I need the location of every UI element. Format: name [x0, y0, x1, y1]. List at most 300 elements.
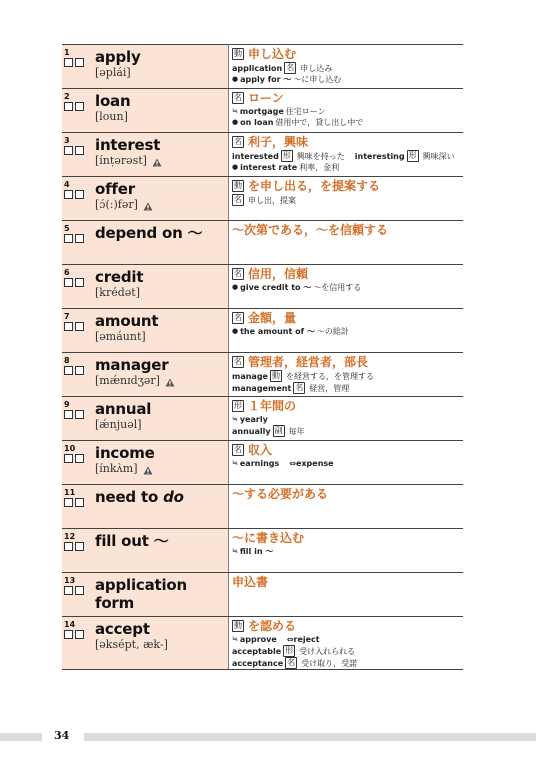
vocab-row	[62, 89, 463, 133]
entry-word-cell	[62, 177, 229, 221]
page-number: 34	[54, 729, 70, 742]
entry-meaning-cell	[229, 353, 464, 397]
headword	[95, 180, 228, 198]
check-box[interactable]	[64, 146, 73, 155]
part-of-speech-badge: 名	[234, 445, 242, 454]
headword-italic: do	[163, 488, 184, 506]
entry-word-cell	[62, 133, 229, 177]
pronunciation-text: [krédət]	[95, 286, 140, 299]
entry-word-column	[95, 224, 228, 243]
meaning-text: 利子，興味	[248, 135, 309, 149]
headword	[95, 356, 228, 374]
related-line	[232, 645, 463, 657]
entry-number: 3	[64, 136, 70, 145]
line-marker: ●	[232, 118, 239, 126]
check-box[interactable]	[64, 58, 73, 67]
related-english: give credit to ～	[240, 283, 312, 292]
pronunciation	[95, 374, 228, 388]
vocab-body	[62, 45, 463, 670]
related-line	[232, 634, 463, 645]
check-box[interactable]	[64, 586, 73, 595]
entry-head	[62, 45, 228, 80]
entry-head	[62, 397, 228, 432]
entry-number: 7	[64, 312, 70, 321]
entry-number: 11	[64, 488, 76, 497]
check-box[interactable]	[64, 498, 73, 507]
part-of-speech-badge: 動	[234, 49, 242, 58]
entry-word-cell	[62, 89, 229, 133]
vocab-row	[62, 177, 463, 221]
meaning-text: 金額，量	[248, 311, 297, 325]
pronunciation	[95, 286, 228, 300]
check-box[interactable]	[64, 322, 73, 331]
related-japanese: 借用中で，貸し出し中で	[275, 118, 364, 127]
entry-number-column	[64, 576, 95, 612]
entry-number-column	[64, 400, 95, 432]
checkbox-group	[64, 278, 95, 287]
entry-number: 5	[64, 224, 70, 233]
entry-word-cell	[62, 441, 229, 485]
meaning-text: 管理者，経営者，部長	[248, 355, 369, 369]
checkbox-group	[64, 586, 95, 595]
footer-right-bar	[84, 733, 536, 741]
entry-word-cell	[62, 397, 229, 441]
entry-meaning-cell	[229, 45, 464, 89]
related-japanese: ～を信用する	[313, 283, 362, 292]
checkbox-group	[64, 630, 95, 639]
headword	[95, 312, 228, 330]
related-line	[232, 106, 463, 117]
headword-text: interest	[95, 136, 161, 154]
entry-number-column	[64, 488, 95, 507]
related-english: acceptable	[232, 646, 282, 656]
check-box[interactable]	[75, 278, 84, 287]
headword	[95, 48, 228, 66]
check-box[interactable]	[64, 454, 73, 463]
pronunciation-text: [əplái]	[95, 66, 131, 79]
entry-meaning-cell	[229, 617, 464, 670]
entry-meaning-cell	[229, 485, 464, 529]
headword-text: amount	[95, 312, 159, 330]
entry-number-column	[64, 136, 95, 168]
related-line	[232, 162, 463, 173]
primary-meaning	[232, 530, 463, 546]
related-line	[232, 370, 463, 382]
related-japanese: を経営する，を管理する	[285, 371, 374, 381]
line-marker: ≒	[232, 415, 238, 423]
line-marker: ●	[232, 163, 239, 171]
pronunciation-text: [ǽnjuəl]	[95, 418, 142, 431]
meaning-text: 収入	[248, 443, 273, 457]
pronunciation-text: [loun]	[95, 110, 128, 123]
entry-number: 13	[64, 576, 76, 585]
related-english: interested	[232, 151, 279, 161]
pronunciation-text: [ɔ́(:)fər]	[95, 198, 138, 211]
entry-head	[62, 441, 228, 476]
part-of-speech-badge: 名	[234, 313, 242, 322]
related-line	[232, 657, 463, 669]
checkbox-group	[64, 146, 95, 155]
entry-meaning-cell	[229, 221, 464, 265]
entry-number-column	[64, 444, 95, 476]
headword	[95, 444, 228, 462]
entry-number-column	[64, 620, 95, 652]
related-line	[232, 194, 463, 206]
related-line	[232, 150, 463, 162]
entry-word-column	[95, 136, 228, 168]
headword-text: manager	[95, 356, 169, 374]
vocab-row	[62, 485, 463, 529]
related-japanese: 申し出，提案	[248, 195, 296, 205]
checkbox-group	[64, 542, 95, 551]
primary-meaning	[232, 398, 463, 414]
related-japanese: 興味深い	[422, 151, 455, 161]
entry-word-column	[95, 356, 228, 388]
related-line	[232, 62, 463, 74]
related-japanese: 毎年	[288, 426, 305, 436]
vocab-row	[62, 221, 463, 265]
primary-meaning	[232, 90, 463, 106]
related-line	[232, 117, 463, 128]
related-english: apply for ～	[240, 75, 292, 84]
line-marker: ●	[232, 75, 239, 83]
part-of-speech-badge: 動	[234, 181, 242, 190]
vocab-row	[62, 397, 463, 441]
footer-left-bar	[0, 733, 42, 741]
line-marker: ≒	[232, 459, 238, 467]
primary-meaning	[232, 310, 463, 326]
related-japanese: 受け取り，受諾	[301, 658, 358, 668]
part-of-speech-badge: 名	[287, 658, 296, 667]
entry-word-cell	[62, 353, 229, 397]
check-box[interactable]	[64, 278, 73, 287]
headword	[95, 532, 228, 550]
check-box[interactable]	[75, 190, 84, 199]
entry-meaning-cell	[229, 573, 464, 617]
check-box[interactable]	[64, 410, 73, 419]
entry-number: 12	[64, 532, 76, 541]
checkbox-group	[64, 190, 95, 199]
related-line	[232, 282, 463, 293]
check-box[interactable]	[75, 366, 84, 375]
headword-text: need to	[95, 488, 164, 506]
entry-head	[62, 617, 228, 652]
headword-text: credit	[95, 268, 144, 286]
vocab-row	[62, 529, 463, 573]
checkbox-group	[64, 234, 95, 243]
part-of-speech-badge: 名	[286, 63, 295, 72]
line-marker: ≒	[232, 547, 238, 555]
entry-number: 4	[64, 180, 70, 189]
entry-number: 9	[64, 400, 70, 409]
related-english: interest rate	[240, 163, 298, 172]
headword-text: accept	[95, 620, 150, 638]
related-english: yearly	[239, 415, 268, 424]
related-english: acceptance	[232, 658, 284, 668]
headword	[95, 400, 228, 418]
headword	[95, 576, 228, 612]
warning-icon	[165, 377, 175, 386]
related-english: on loan	[240, 118, 274, 127]
entry-head	[62, 573, 228, 612]
checkbox-group	[64, 498, 95, 507]
check-box[interactable]	[75, 498, 84, 507]
related-english: mortgage	[239, 107, 284, 116]
entry-number-column	[64, 48, 95, 80]
headword	[95, 92, 228, 110]
vocab-row	[62, 45, 463, 89]
entry-word-column	[95, 444, 228, 476]
primary-meaning	[232, 486, 463, 502]
entry-word-cell	[62, 45, 229, 89]
related-english: approve	[239, 635, 277, 644]
warning-icon	[152, 157, 162, 166]
entry-word-column	[95, 48, 228, 80]
part-of-speech-badge: 名	[234, 137, 242, 146]
entry-meaning-cell	[229, 133, 464, 177]
pronunciation	[95, 462, 228, 476]
entry-meaning-cell	[229, 397, 464, 441]
line-marker: ≒	[232, 107, 238, 115]
entry-number: 1	[64, 48, 70, 57]
related-english: earnings	[239, 459, 280, 468]
meaning-text: 申込書	[232, 575, 269, 589]
primary-meaning	[232, 46, 463, 62]
check-box[interactable]	[64, 234, 73, 243]
check-box[interactable]	[64, 542, 73, 551]
pronunciation	[95, 66, 228, 80]
part-of-speech-badge: 形	[285, 646, 294, 655]
checkbox-group	[64, 58, 95, 67]
meaning-text: ローン	[248, 91, 284, 105]
line-marker: ≒	[232, 635, 238, 643]
vocab-row	[62, 441, 463, 485]
entry-word-column	[95, 620, 228, 652]
check-box[interactable]	[64, 366, 73, 375]
headword	[95, 136, 228, 154]
pronunciation	[95, 110, 228, 124]
meaning-text: ～する必要がある	[232, 487, 329, 501]
primary-meaning	[232, 574, 463, 590]
entry-number: 14	[64, 620, 76, 629]
related-line	[232, 326, 463, 337]
check-box[interactable]	[64, 190, 73, 199]
primary-meaning	[232, 266, 463, 282]
vocab-row	[62, 309, 463, 353]
related-english: fill in ～	[239, 547, 274, 556]
related-line	[232, 458, 463, 469]
primary-meaning	[232, 134, 463, 150]
entry-word-cell	[62, 485, 229, 529]
part-of-speech-badge: 名	[234, 269, 242, 278]
pronunciation	[95, 418, 228, 432]
entry-head	[62, 177, 228, 212]
meaning-text: 申し込む	[248, 47, 297, 61]
headword-text: loan	[95, 92, 131, 110]
pronunciation	[95, 330, 228, 344]
entry-word-column	[95, 92, 228, 124]
warning-icon	[143, 465, 153, 474]
headword-text: annual	[95, 400, 152, 418]
entry-number: 6	[64, 268, 70, 277]
pronunciation-text: [ínṭərəst]	[95, 154, 147, 167]
pronunciation-text: [mǽnɪdʒər]	[95, 374, 160, 387]
pronunciation-text: [əksépt, æk-]	[95, 638, 168, 651]
entry-word-cell	[62, 529, 229, 573]
entry-meaning-cell	[229, 529, 464, 573]
meaning-text: １年間の	[248, 399, 297, 413]
check-box[interactable]	[75, 146, 84, 155]
check-box[interactable]	[75, 234, 84, 243]
entry-meaning-cell	[229, 177, 464, 221]
part-of-speech-badge: 名	[234, 357, 242, 366]
entry-word-column	[95, 576, 228, 612]
checkbox-group	[64, 454, 95, 463]
check-box[interactable]	[75, 542, 84, 551]
part-of-speech-badge: 名	[295, 383, 304, 392]
related-english: management	[232, 383, 292, 393]
vocab-row	[62, 133, 463, 177]
entry-number: 8	[64, 356, 70, 365]
check-box[interactable]	[75, 454, 84, 463]
headword	[95, 224, 228, 242]
pronunciation	[95, 198, 228, 212]
entry-word-cell	[62, 617, 229, 670]
headword-text: apply	[95, 48, 141, 66]
warning-icon	[143, 201, 153, 210]
check-box[interactable]	[75, 586, 84, 595]
related-japanese: 住宅ローン	[285, 107, 326, 116]
headword-text: depend on ～	[95, 224, 203, 242]
meaning-text: ～次第である，～を信頼する	[232, 223, 389, 237]
vocab-table	[62, 44, 463, 670]
entry-word-cell	[62, 309, 229, 353]
entry-word-column	[95, 488, 228, 507]
entry-head	[62, 265, 228, 300]
entry-number-column	[64, 180, 95, 212]
entry-head	[62, 353, 228, 388]
part-of-speech-badge: 名	[234, 195, 242, 204]
headword	[95, 488, 228, 506]
primary-meaning	[232, 442, 463, 458]
related-line	[232, 425, 463, 437]
line-marker: ●	[232, 327, 239, 335]
pronunciation-text: [ínkʌ̀m]	[95, 462, 138, 475]
headword-text: fill out ～	[95, 532, 169, 550]
entry-number: 10	[64, 444, 76, 453]
entry-head	[62, 133, 228, 168]
related-japanese: 利率，金利	[299, 163, 340, 172]
entry-head	[62, 89, 228, 124]
vocab-row	[62, 353, 463, 397]
related-english: ⇔expense	[289, 459, 334, 468]
part-of-speech-badge: 形	[234, 401, 242, 410]
pronunciation-text: [əmáunt]	[95, 330, 146, 343]
vocab-row	[62, 265, 463, 309]
related-english: interesting	[354, 151, 405, 161]
meaning-text: を認める	[248, 619, 297, 633]
primary-meaning	[232, 178, 463, 194]
check-box[interactable]	[75, 58, 84, 67]
entry-number-column	[64, 312, 95, 344]
related-english: manage	[232, 371, 268, 381]
headword-text: offer	[95, 180, 135, 198]
entry-word-column	[95, 400, 228, 432]
entry-head	[62, 485, 228, 507]
primary-meaning	[232, 618, 463, 634]
entry-meaning-cell	[229, 441, 464, 485]
related-japanese: ～の総計	[316, 327, 349, 336]
checkbox-group	[64, 322, 95, 331]
entry-number-column	[64, 532, 95, 551]
entry-word-column	[95, 532, 228, 551]
headword	[95, 620, 228, 638]
vocab-row	[62, 617, 463, 670]
pronunciation	[95, 154, 228, 168]
related-japanese: 経営，管理	[309, 383, 350, 393]
entry-word-column	[95, 268, 228, 300]
entry-number-column	[64, 356, 95, 388]
check-box[interactable]	[64, 102, 73, 111]
check-box[interactable]	[75, 102, 84, 111]
entry-head	[62, 529, 228, 551]
line-marker: ●	[232, 283, 239, 291]
part-of-speech-badge: 動	[234, 621, 242, 630]
related-english: annually	[232, 426, 271, 436]
related-line	[232, 74, 463, 85]
pronunciation	[95, 638, 228, 652]
part-of-speech-badge: 副	[274, 426, 283, 435]
check-box[interactable]	[75, 630, 84, 639]
part-of-speech-badge: 形	[282, 151, 291, 160]
part-of-speech-badge: 形	[408, 151, 417, 160]
related-english: the amount of ～	[240, 327, 315, 336]
related-line	[232, 382, 463, 394]
entry-word-column	[95, 180, 228, 212]
related-line	[232, 414, 463, 425]
entry-number: 2	[64, 92, 70, 101]
entry-word-cell	[62, 265, 229, 309]
entry-word-column	[95, 312, 228, 344]
entry-number-column	[64, 92, 95, 124]
related-japanese: 申し込み	[300, 63, 333, 73]
headword-text: application form	[95, 576, 187, 612]
check-box[interactable]	[64, 630, 73, 639]
related-japanese: ～に申し込む	[293, 75, 342, 84]
part-of-speech-badge: 動	[271, 371, 280, 380]
entry-number-column	[64, 224, 95, 243]
checkbox-group	[64, 366, 95, 375]
entry-head	[62, 221, 228, 243]
entry-meaning-cell	[229, 309, 464, 353]
entry-meaning-cell	[229, 265, 464, 309]
checkbox-group	[64, 410, 95, 419]
related-japanese: 受け入れられる	[299, 646, 356, 656]
entry-number-column	[64, 268, 95, 300]
vocab-row	[62, 573, 463, 617]
related-english: ⇔reject	[286, 635, 320, 644]
primary-meaning	[232, 354, 463, 370]
entry-head	[62, 309, 228, 344]
check-box[interactable]	[75, 410, 84, 419]
check-box[interactable]	[75, 322, 84, 331]
related-line	[232, 546, 463, 557]
meaning-text: 信用，信頼	[248, 267, 309, 281]
headword-text: income	[95, 444, 155, 462]
entry-word-cell	[62, 221, 229, 265]
meaning-text: を申し出る，を提案する	[248, 179, 381, 193]
primary-meaning	[232, 222, 463, 238]
